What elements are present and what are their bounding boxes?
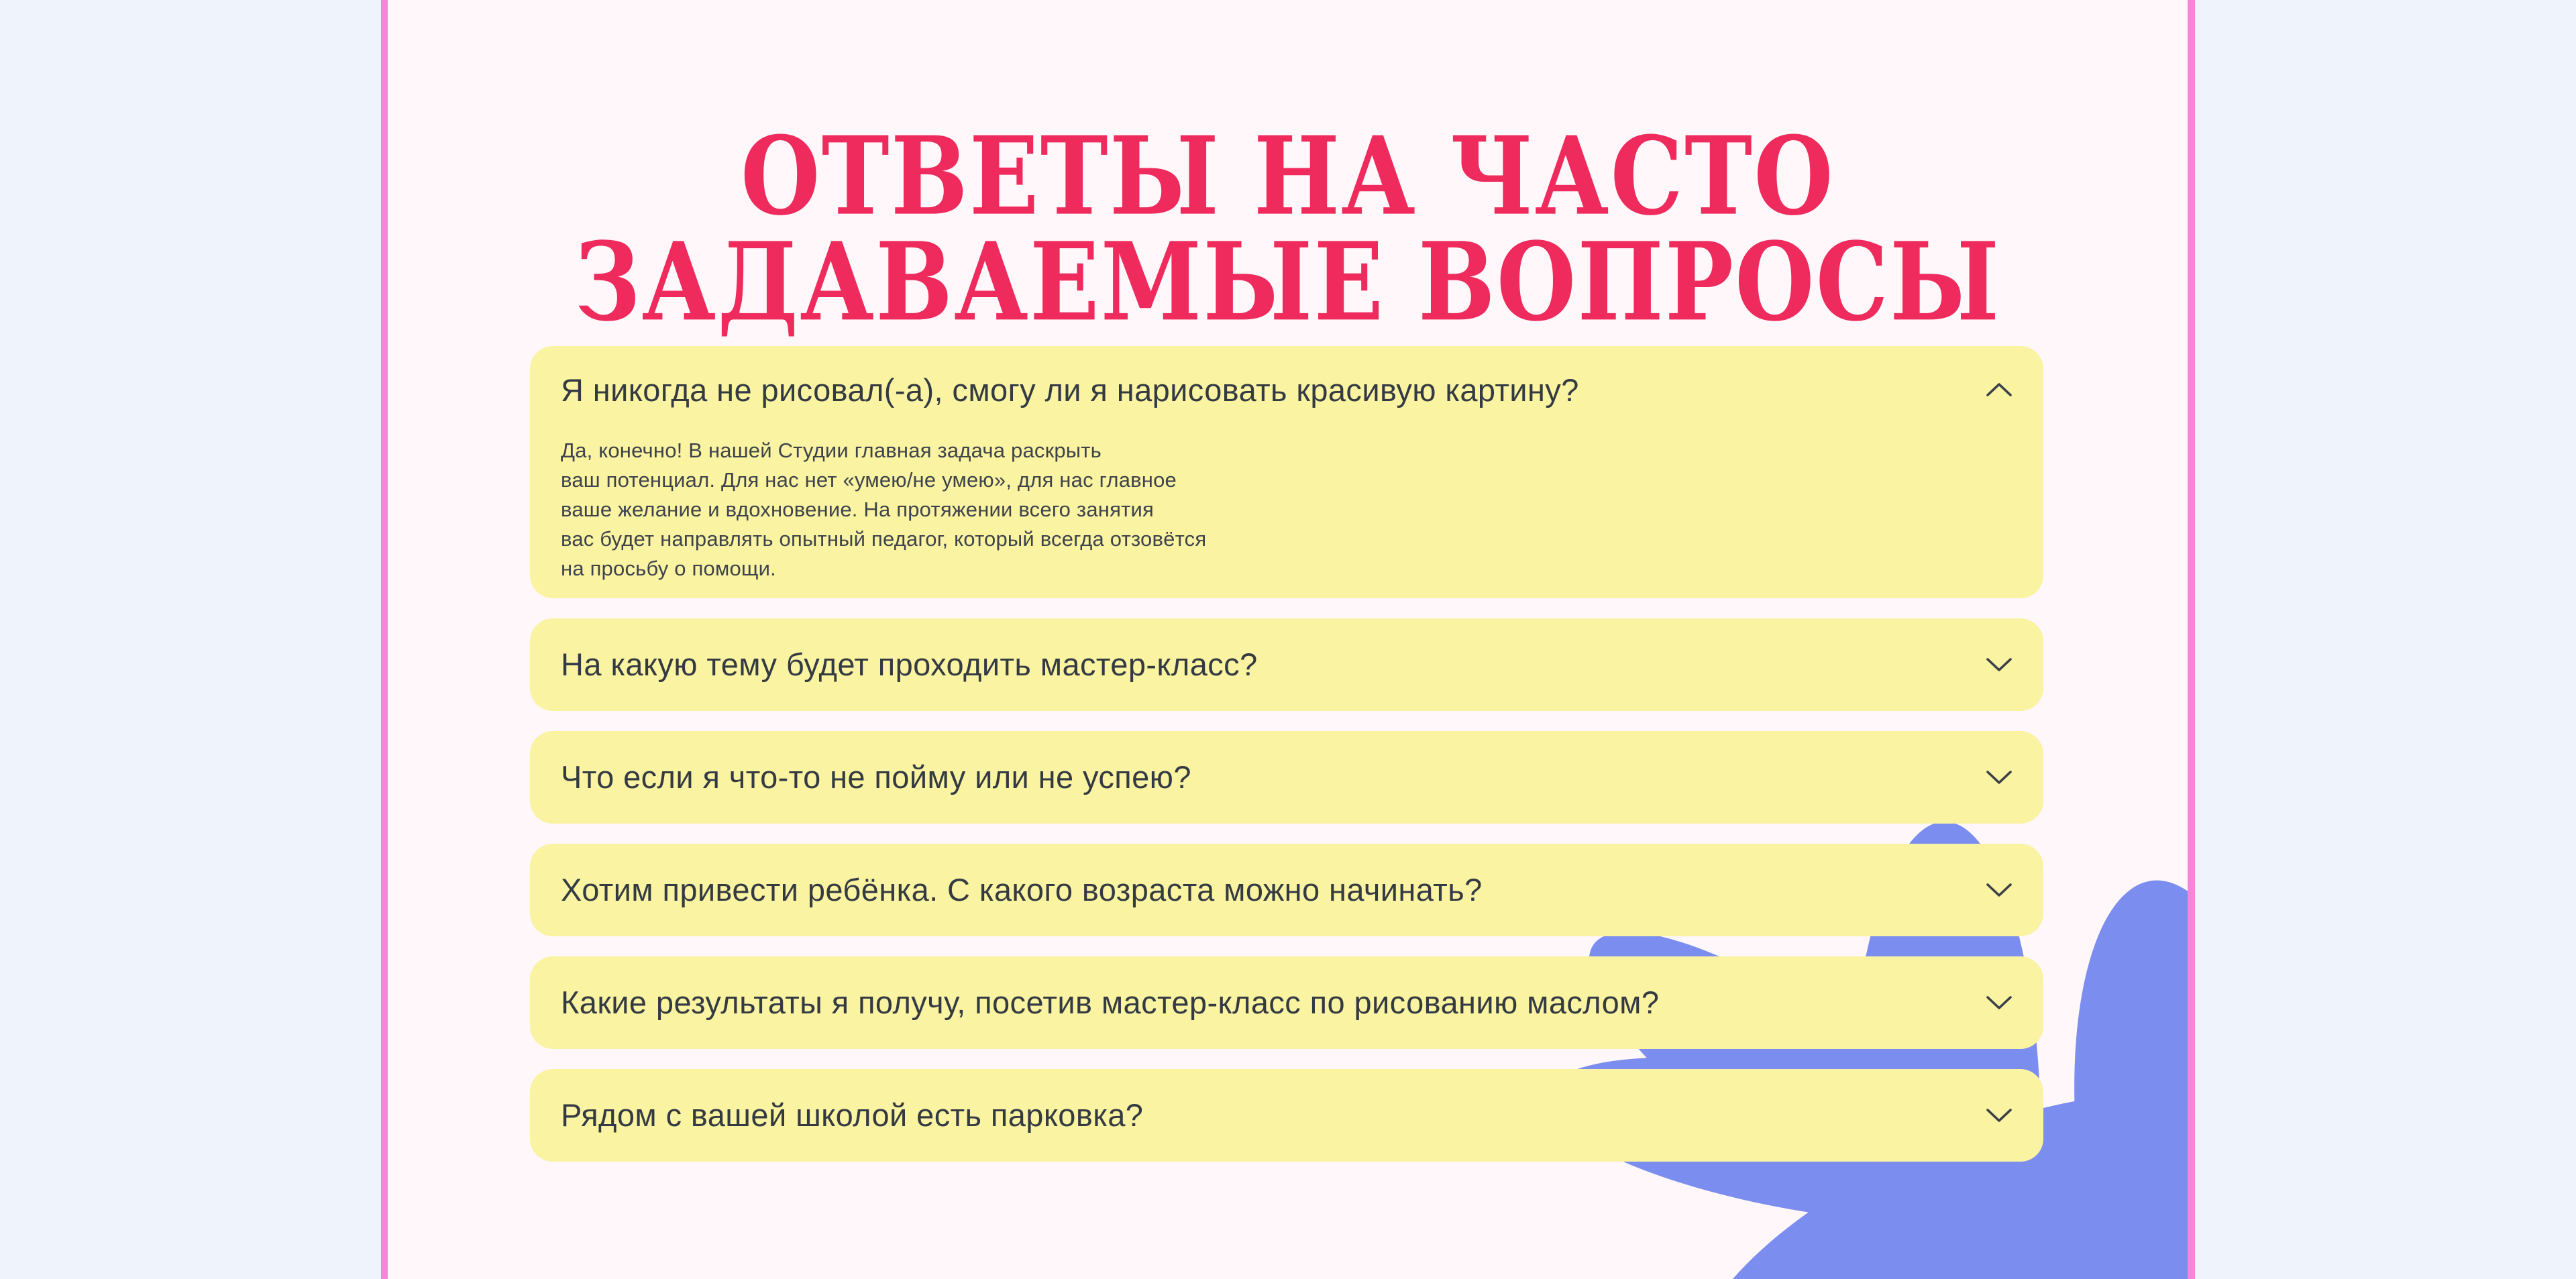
faq-answer-line: ваше желание и вдохновение. На протяжении всего занятия	[561, 498, 1154, 521]
chevron-up-icon[interactable]	[1986, 382, 2012, 397]
faq-question: Какие результаты я получу, посетив мастер-класс по рисованию маслом?	[561, 985, 1660, 1020]
faq-answer-line: вас будет направлять опытный педагог, который всегда отзовётся	[561, 527, 1207, 551]
faq-item[interactable]	[530, 1069, 2043, 1162]
chevron-down-icon[interactable]	[1986, 770, 2012, 785]
faq-item[interactable]	[530, 956, 2043, 1049]
faq-question: Рядом с вашей школой есть парковка?	[561, 1097, 1144, 1133]
page-title	[381, 112, 2195, 345]
faq-item[interactable]	[530, 618, 2043, 711]
faq-item[interactable]	[530, 346, 2043, 598]
faq-question: На какую тему будет проходить мастер-класс?	[561, 647, 1258, 682]
content-frame	[381, 0, 2195, 1279]
chevron-down-icon[interactable]	[1986, 657, 2012, 672]
page-title-line-2: ЗАДАВАЕМЫЕ ВОПРОСЫ	[574, 218, 2001, 345]
faq-answer-line: на просьбу о помощи.	[561, 557, 776, 580]
faq-answer-line: Да, конечно! В нашей Студии главная задача раскрыть	[561, 439, 1102, 462]
chevron-down-icon[interactable]	[1986, 1108, 2012, 1123]
faq-item[interactable]	[530, 731, 2043, 824]
faq-question: Что если я что-то не пойму или не успею?	[561, 759, 1191, 795]
page-title-line-1: ОТВЕТЫ НА ЧАСТО	[741, 112, 1835, 239]
faq-question: Хотим привести ребёнка. С какого возраста можно начинать?	[561, 872, 1483, 907]
faq-item[interactable]	[530, 844, 2043, 936]
faq-answer	[561, 436, 1963, 583]
faq-answer-line: ваш потенциал. Для нас нет «умею/не умею», для нас главное	[561, 468, 1177, 492]
faq-question: Я никогда не рисовал(-а), смогу ли я нарисовать красивую картину?	[561, 372, 1579, 408]
chevron-down-icon[interactable]	[1986, 995, 2012, 1010]
chevron-down-icon[interactable]	[1986, 883, 2012, 897]
faq-list	[530, 346, 2043, 1182]
